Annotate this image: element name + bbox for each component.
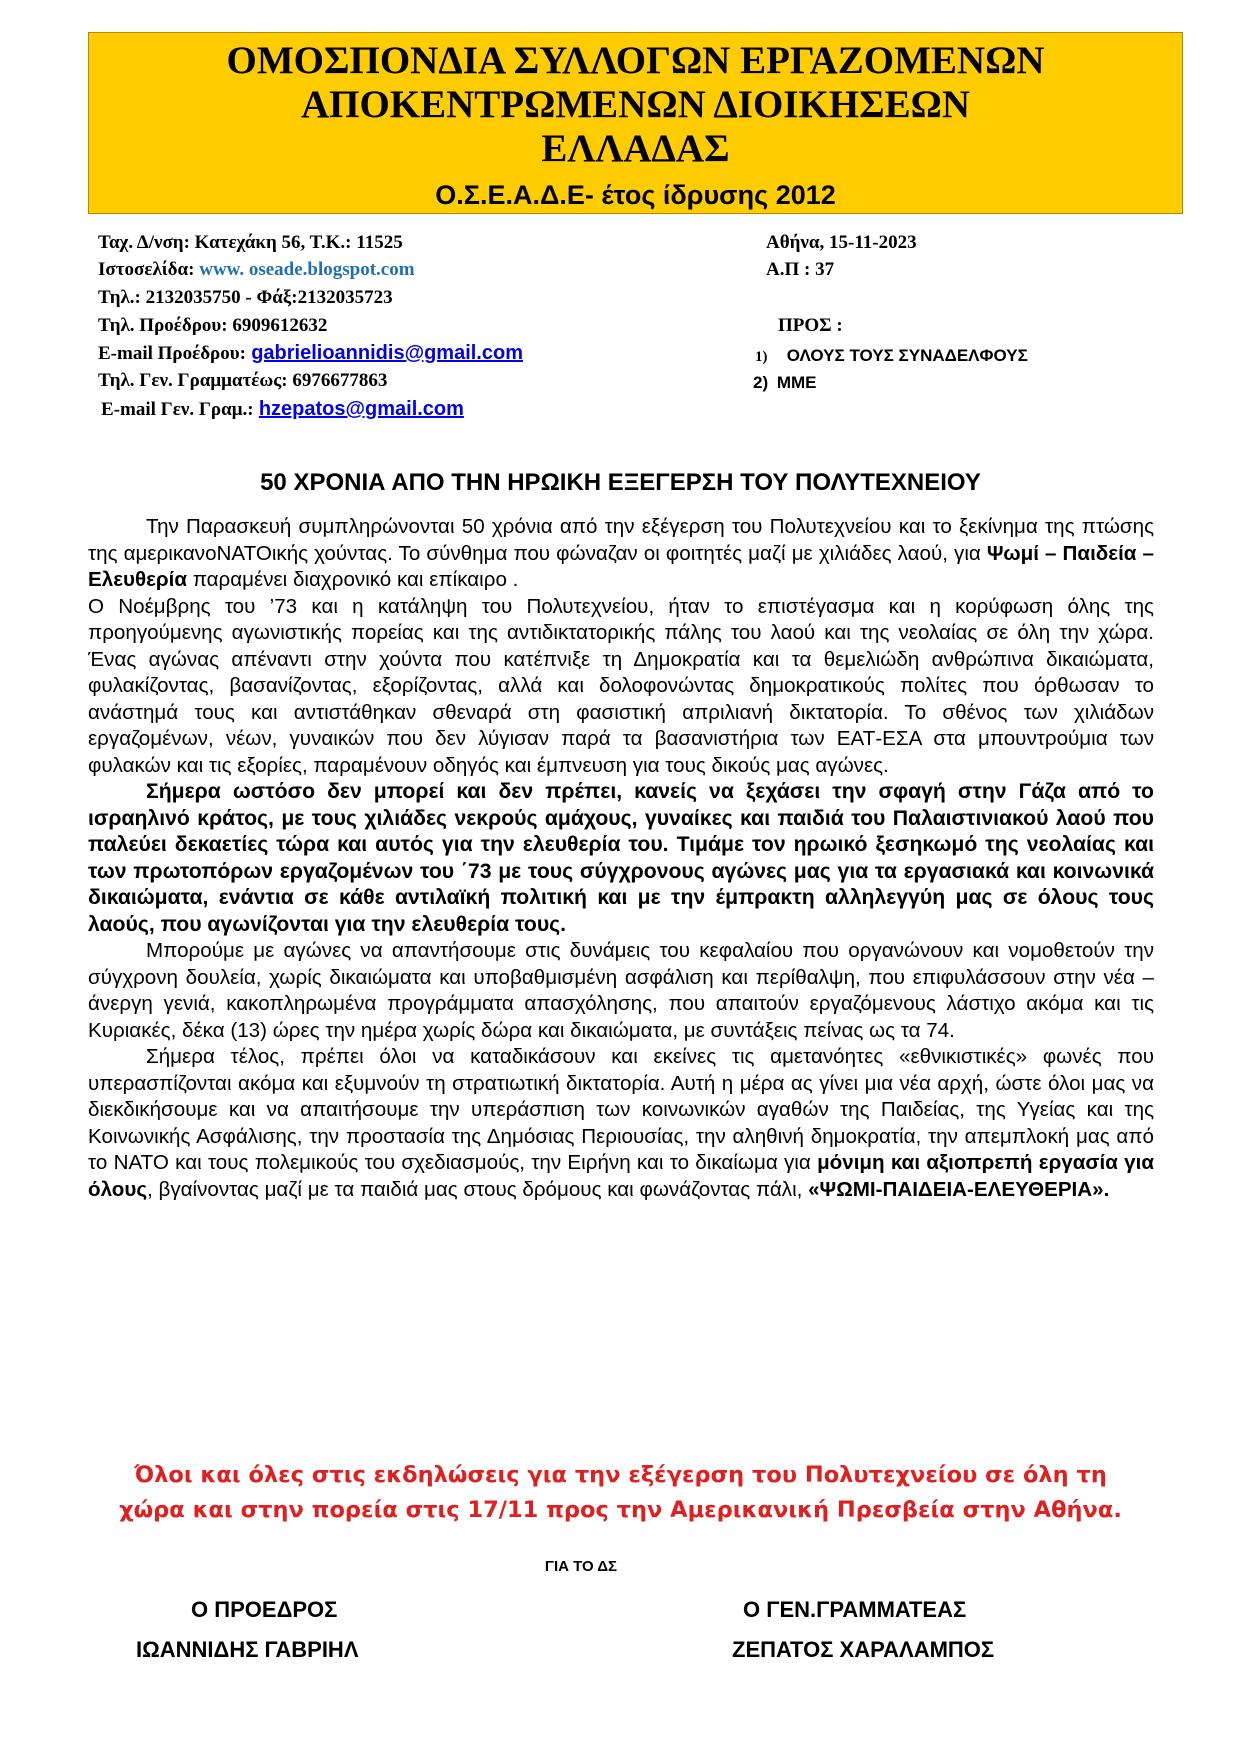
paragraph-2: Ο Νοέμβρης του ’73 και η κατάληψη του Πολυτεχνείου, ήταν το επιστέγασμα και η κορύφωση όλης της προηγούμενης αγωνιστικής πορείας και της αντιδικτατορικής πάλης του λαού και της νεολαίας σε όλη την χώρα. Ένας αγώνας απέναντι στην χούντα που κατέπνιξε τη Δημοκρατία και τα θεμελιώδη ανθρώπινα δικαιώματα, φυλακίζοντας, βασανίζοντας, εξορίζοντας, αλλά και δολοφονώντας δημοκρατικούς πολίτες που όρθωσαν το ανάστημά τους και αντιστάθηκαν σθεναρά στη φασιστική απριλιανή δικτατορία. Το σθένος των χιλιάδων εργαζομένων, νέων, γυναικών που δεν λύγισαν παρά τα βασανιστήρια των ΕΑΤ-ΕΣΑ στα μπουντρούμια των φυλακών και τις εξορίες, παραμένουν οδηγός και έμπνευση για τους δικούς μας αγώνες. xyxy=(88,594,1154,777)
recipients-label: ΠΡΟΣ : xyxy=(778,315,843,336)
paragraph-5-slogan: «ΨΩΜΙ-ΠΑΙΔΕΙΑ-ΕΛΕΥΘΕΡΙΑ». xyxy=(808,1177,1110,1201)
org-name-line-3: ΕΛΛΑΔΑΣ xyxy=(541,127,730,170)
document-title: 50 ΧΡΟΝΙΑ ΑΠΟ ΤΗΝ ΗΡΩΙΚΗ ΕΞΕΓΕΡΣΗ ΤΟΥ ΠΟΛΥΤΕΧΝΕΙΟΥ xyxy=(260,469,981,496)
paragraph-5-emphasis: μόνιμη και αξιοπρεπή εργασία για όλους xyxy=(88,1151,1154,1201)
secretary-title: Ο ΓΕΝ.ΓΡΑΜΜΑΤΕΑΣ xyxy=(743,1597,967,1622)
paragraph-5 xyxy=(88,1044,1154,1203)
paragraph-1-text: Την Παρασκευή συμπληρώνονται 50 χρόνια από την εξέγερση του Πολυτεχνείου και το ξεκίνημα της πτώσης της αμερικανοΝΑΤΟικής χούντας. Το σύνθημα που φώναζαν οι φοιτητές μαζί με χιλιάδες λαού, για xyxy=(88,515,1154,565)
org-name xyxy=(89,39,1182,171)
secretary-name: ΖΕΠΑΤΟΣ ΧΑΡΑΛΑΜΠΟΣ xyxy=(732,1637,995,1662)
org-abbreviation: Ο.Σ.Ε.Α.Δ.Ε- xyxy=(435,180,594,210)
president-phone: Τηλ. Προέδρου: 6909612632 xyxy=(98,315,328,336)
recipient-2 xyxy=(753,373,817,393)
recipient-1-name: ΟΛΟΥΣ ΤΟΥΣ ΣΥΝΑΔΕΛΦΟΥΣ xyxy=(786,346,1028,365)
recipient-1-number: 1) xyxy=(755,349,768,365)
recipient-2-number: 2) xyxy=(753,373,769,392)
founded-year: έτος ίδρυσης 2012 xyxy=(601,180,836,210)
phone-fax: Τηλ.: 2132035750 - Φάξ:2132035723 xyxy=(98,287,393,308)
for-board-label: ΓΙΑ ΤΟ ΔΣ xyxy=(544,1558,618,1575)
call-to-action-line-2: χώρα και στην πορεία στις 17/11 προς την Αμερικανική Πρεσβεία στην Αθήνα. xyxy=(119,1497,1122,1523)
document-date: Αθήνα, 15-11-2023 xyxy=(766,232,917,253)
paragraph-1 xyxy=(88,514,1154,594)
paragraph-5-text: Σήμερα τέλος, πρέπει όλοι να καταδικάσουν και εκείνες τις αμετανόητες «εθνικιστικές» φωνές που υπερασπίζονται ακόμα και εξυμνούν τη στρατιωτική δικτατορία. Αυτή η μέρα ας γίνει μια νέα αρχή, ώστε όλοι μας να διεκδικήσουμε και να απαιτήσουμε την υπεράσπιση των κοινωνικών αγαθών της Παιδείας, της Υγείας και της Κοινωνικής Ασφάλισης, την προστασία της Δημόσιας Περιουσίας, την αληθινή δημοκρατία, την απεμπλοκή μας από το ΝΑΤΟ και τους πολεμικούς του σχεδιασμούς, την Ειρήνη και το δικαίωμα για xyxy=(88,1045,1154,1174)
secretary-email-line xyxy=(101,398,464,421)
org-abbreviation-line xyxy=(89,179,1182,211)
call-to-action-line-1: Όλοι και όλες στις εκδηλώσεις για την εξέγερση του Πολυτεχνείου σε όλη τη xyxy=(134,1462,1107,1488)
president-email-link[interactable]: gabrielioannidis@gmail.com xyxy=(251,342,523,364)
secretary-email-label: E-mail Γεν. Γραμ.: xyxy=(101,399,254,420)
paragraph-1-slogan: Ψωμί – Παιδεία – Ελευθερία xyxy=(88,541,1154,591)
letterhead-banner xyxy=(88,32,1183,214)
paragraph-3: Σήμερα ωστόσο δεν μπορεί και δεν πρέπει, κανείς να ξεχάσει την σφαγή στην Γάζα από το ισραηλινό κράτος, με τους χιλιάδες νεκρούς αμάχους, γυναίκες και παιδιά του Παλαιστινιακού λαού που παλεύει δεκαετίες τώρα και αυτός για την ελευθερία του. Τιμάμε τον ηρωικό ξεσηκωμό της νεολαίας και των πρωτοπόρων εργαζομένων του ΄73 με τους σύγχρονους αγώνες μας για τα εργασιακά και κοινωνικά δικαιώματα, ενάντια σε κάθε αντιλαϊκή πολιτική και με την έμπρακτη αλληλεγγύη μας σε όλους τους λαούς, που αγωνίζονται για την ελευθερία τους. xyxy=(88,780,1154,936)
address: Ταχ. Δ/νση: Κατεχάκη 56, Τ.Κ.: 11525 xyxy=(98,232,403,253)
call-to-action xyxy=(0,1458,1241,1528)
org-name-line-2: ΑΠΟΚΕΝΤΡΩΜΕΝΩΝ ΔΙΟΙΚΗΣΕΩΝ xyxy=(300,83,971,126)
president-email-line xyxy=(98,342,523,365)
website-label: Ιστοσελίδα: xyxy=(98,259,195,280)
protocol-number: Α.Π : 37 xyxy=(766,259,835,280)
paragraph-4: Μπορούμε με αγώνες να απαντήσουμε στις δυνάμεις του κεφαλαίου που οργανώνουν και νομοθετούν την σύγχρονη δουλεία, χωρίς δικαιώματα και υποβαθμισμένη ασφάλιση και περίθαλψη, που επιφυλάσσουν στην νέα – άνεργη γενιά, κακοπληρωμένα προγράμματα απασχόλησης, που απαιτούν εργαζόμενους λάστιχο ακόμα και τις Κυριακές, δέκα (13) ώρες την ημέρα χωρίς δώρα και δικαιώματα, με συντάξεις πείνας ως τα 74. xyxy=(88,939,1154,1042)
secretary-phone: Τηλ. Γεν. Γραμματέως: 6976677863 xyxy=(98,370,388,391)
org-name-line-1: ΟΜΟΣΠΟΝΔΙΑ ΣΥΛΛΟΓΩΝ ΕΡΓΑΖΟΜΕΝΩΝ xyxy=(226,39,1045,82)
president-title: Ο ΠΡΟΕΔΡΟΣ xyxy=(191,1597,338,1622)
paragraph-5-continuation: , βγαίνοντας μαζί με τα παιδιά μας στους δρόμους και φωνάζοντας πάλι, xyxy=(147,1177,809,1201)
recipient-1 xyxy=(755,345,1028,367)
recipient-2-name: ΜΜΕ xyxy=(776,373,817,392)
website-link[interactable]: www. oseade.blogspot.com xyxy=(199,259,415,280)
paragraph-1-end: παραμένει διαχρονικό και επίκαιρο . xyxy=(186,568,519,591)
website-line xyxy=(98,259,415,281)
president-email-label: E-mail Προέδρου: xyxy=(98,343,246,364)
secretary-email-link[interactable]: hzepatos@gmail.com xyxy=(258,398,464,420)
president-name: ΙΩΑΝΝΙΔΗΣ ΓΑΒΡΙΗΛ xyxy=(136,1637,359,1662)
document-body xyxy=(88,514,1154,1203)
